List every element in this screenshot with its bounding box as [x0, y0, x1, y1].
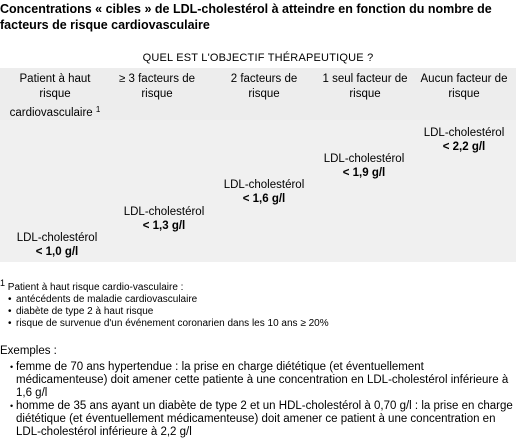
header-no-factor: Aucun facteur de risque: [420, 73, 508, 100]
target-value: < 1,0 g/l: [35, 246, 79, 258]
examples-heading: Exemples :: [0, 345, 57, 357]
example-item: • femme de 70 ans hypertendue : la prise en charge diététique (et éventuellement médicamenteuse) doit amener cette patiente à une concentration en LDL-cholestérol inférieure à 1,6 g/l: [0, 361, 516, 400]
target-label: LDL-cholestérol: [123, 206, 205, 218]
examples-section: [0, 345, 516, 439]
target-1-factor: [314, 152, 414, 180]
table-caption: QUEL EST L'OBJECTIF THÉRAPEUTIQUE ?: [142, 52, 374, 64]
header-high-risk: [4, 72, 106, 121]
table-header-row: [0, 68, 516, 120]
document-title: Concentrations « cibles » de LDL-cholestérol à atteindre en fonction du nombre de facteurs de risque cardiovasculaire: [0, 2, 492, 32]
footnote-intro-text: Patient à haut risque cardio-vasculaire :: [7, 282, 184, 293]
footnote-item: • antécédents de maladie cardiovasculaire: [0, 294, 516, 306]
target-value: < 1,6 g/l: [242, 193, 286, 205]
target-high-risk: [6, 231, 108, 259]
target-label: LDL-cholestérol: [16, 232, 98, 244]
target-value: < 1,3 g/l: [142, 220, 186, 232]
target-label: LDL-cholestérol: [223, 179, 305, 191]
footnote: [0, 277, 516, 330]
footnote-list: [0, 294, 516, 330]
header-2-factors: 2 facteurs de risque: [230, 73, 298, 100]
footnote-marker: 1: [95, 105, 101, 114]
header-3-factors: ≥ 3 facteurs de risque: [119, 73, 195, 100]
target-label: LDL-cholestérol: [323, 153, 405, 165]
example-item: • homme de 35 ans ayant un diabète de type 2 et un HDL-cholestérol à 0,70 g/l : la prise en charge diététique (et éventuellement médicamenteuse) doit amener ce patient à une concentration en LDL-cholestérol inférieure à 2,2 g/l: [0, 400, 516, 439]
target-no-factor: [414, 126, 514, 154]
footnote-number: 1: [0, 278, 6, 288]
target-label: LDL-cholestérol: [423, 127, 505, 139]
target-2-factors: [214, 178, 314, 206]
footnote-item: • risque de survenue d'un événement coronarien dans les 10 ans ≥ 20%: [0, 318, 516, 330]
target-value: < 2,2 g/l: [442, 141, 486, 153]
header-high-risk-label: Patient à haut risque cardiovasculaire: [9, 73, 93, 119]
target-3-factors: [114, 205, 214, 233]
target-value: < 1,9 g/l: [342, 167, 386, 179]
footnote-intro: [0, 277, 516, 294]
footnote-item: • diabète de type 2 à haut risque: [0, 306, 516, 318]
examples-list: [0, 361, 516, 439]
header-1-factor: 1 seul facteur de risque: [322, 73, 408, 100]
